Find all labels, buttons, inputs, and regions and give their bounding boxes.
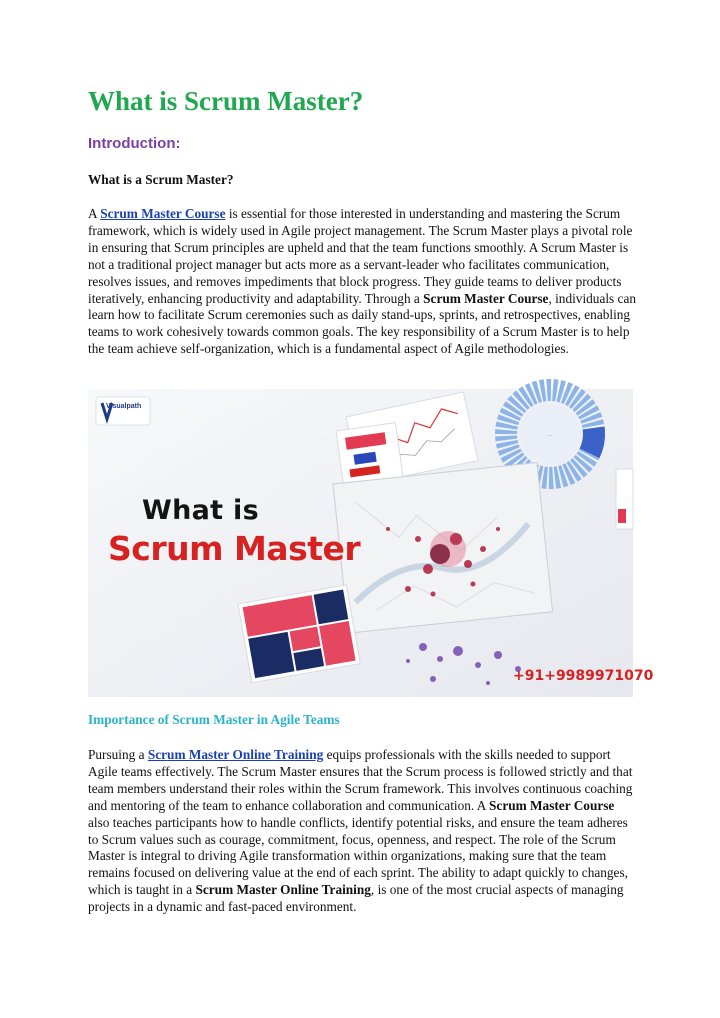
section-heading-introduction: Introduction: bbox=[88, 135, 181, 152]
scrum-master-course-link[interactable]: Scrum Master Course bbox=[100, 206, 226, 221]
svg-text:…: … bbox=[547, 432, 553, 438]
text-run: , individuals can learn how to facilitate Scrum ceremonies such as daily stand-ups, sprints, and retrospectives, enabling teams to work cohesively towards common goals. The key responsibility of a Scrum Master is to help the team achieve self-organization, which is a fundamental aspect of Agile methodologies. bbox=[88, 290, 636, 357]
banner-headline-line2: Scrum Master bbox=[108, 529, 361, 568]
paragraph-intro bbox=[88, 206, 636, 358]
bold-term: Scrum Master Course bbox=[489, 797, 615, 813]
paragraph-importance bbox=[88, 747, 636, 916]
bold-term: Scrum Master Online Training bbox=[195, 882, 371, 898]
text-run: A bbox=[88, 206, 101, 221]
text-run: equips professionals with the skills needed to support Agile teams effectively. The Scrum Master ensures that the Scrum process is followed strictly and that team members understand their roles within the Scrum framework. This involves continuous coaching and mentoring of the team to enhance collaboration and communication. A bbox=[88, 747, 633, 813]
banner-image bbox=[88, 389, 654, 697]
text-run: is essential for those interested in understanding and mastering the Scrum framework, which is widely used in Agile project management. The Scrum Master plays a pivotal role in ensuring that Scrum principles are upheld and that the team functions smoothly. A Scrum Master is not a traditional project manager but acts more as a servant-leader who facilitates communication, resolves issues, and removes impediments that block progress. They guide teams to deliver products iteratively, enhancing productivity and adaptability. Through a bbox=[88, 206, 633, 306]
text-run: also teaches participants how to handle conflicts, identify potential risks, and ensure the team adheres to Scrum values such as courage, commitment, focus, openness, and respect. The role of the Scrum Master is integral to driving Agile transformation within organizations, making sure that the team remains focused on delivering value at the end of each sprint. The ability to adapt quickly to changes, which is taught in a bbox=[88, 814, 628, 898]
subheading: What is a Scrum Master? bbox=[88, 172, 234, 187]
banner-phone-number: +91+9989971070 bbox=[513, 668, 654, 684]
section-heading-importance: Importance of Scrum Master in Agile Teams bbox=[88, 712, 340, 727]
bold-term: Scrum Master Course bbox=[423, 290, 549, 306]
scrum-master-online-training-link[interactable]: Scrum Master Online Training bbox=[147, 747, 324, 762]
text-run: Pursuing a bbox=[88, 747, 148, 762]
text-run: , is one of the most crucial aspects of managing projects in a dynamic and fast-paced environment. bbox=[88, 882, 624, 915]
banner-headline-line1: What is bbox=[142, 495, 259, 526]
page-title: What is Scrum Master? bbox=[88, 86, 364, 116]
banner-logo-text: Visualpath bbox=[106, 403, 142, 410]
